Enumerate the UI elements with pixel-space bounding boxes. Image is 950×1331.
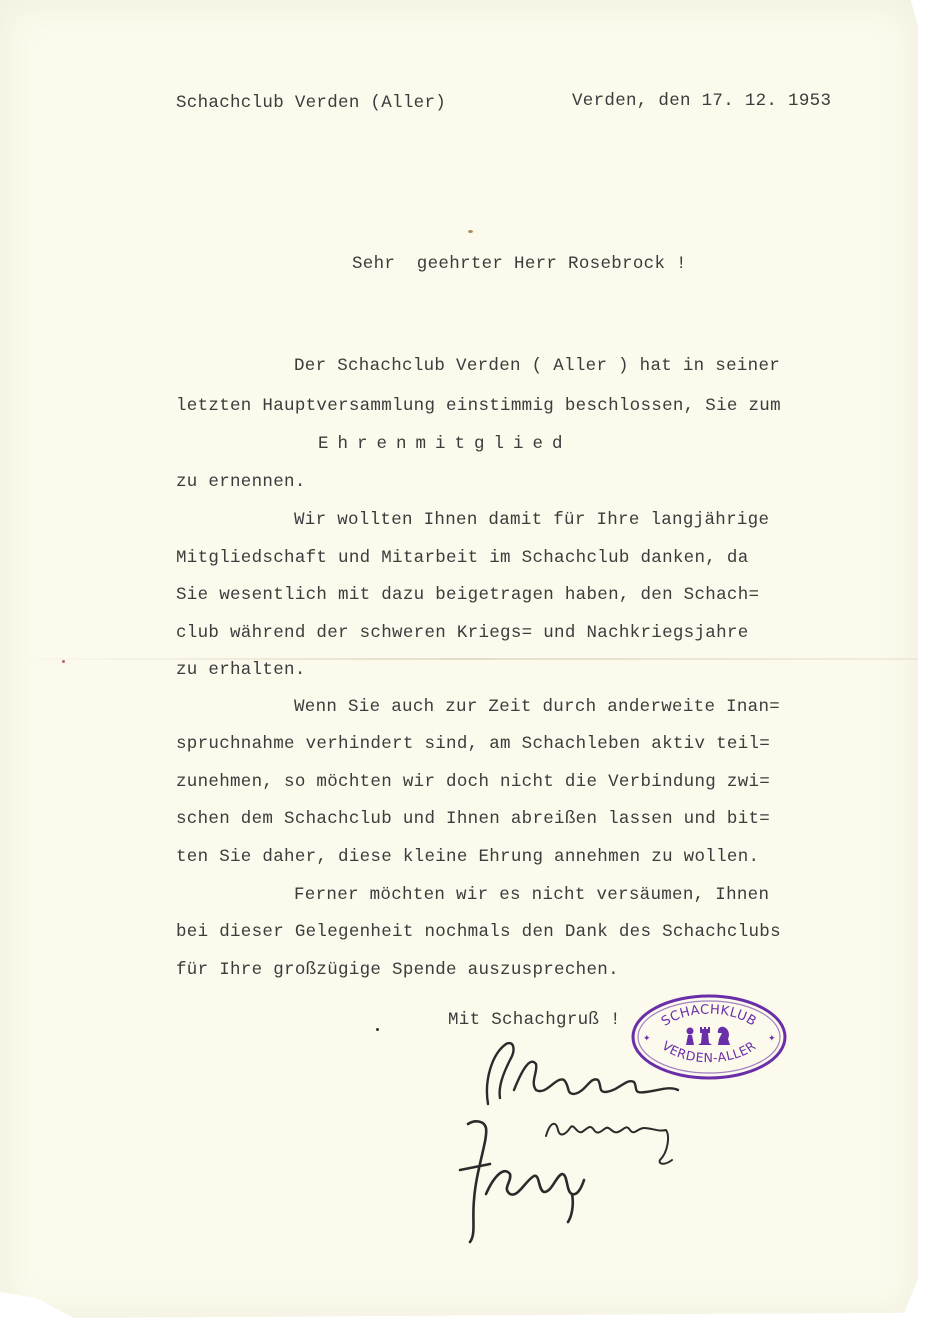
body-line: zu ernennen. (176, 472, 306, 492)
svg-text:✦: ✦ (643, 1034, 651, 1044)
sender-line: Schachclub Verden (Aller) (176, 93, 447, 113)
body-line: für Ihre großzügige Spende auszusprechen. (176, 960, 619, 980)
body-line: Der Schachclub Verden ( Aller ) hat in seiner (294, 356, 781, 376)
body-line: letzten Hauptversammlung einstimmig beschlossen, Sie zum (176, 396, 781, 416)
body-line: ten Sie daher, diese kleine Ehrung annehmen zu wollen. (176, 847, 760, 867)
body-line: Wir wollten Ihnen damit für Ihre langjährige (294, 510, 770, 530)
paper-fold (0, 658, 918, 660)
closing-greeting: Mit Schachgruß ! (448, 1010, 621, 1030)
signature-1 (470, 1020, 690, 1110)
stamp-top-text: SCHACHKLUB (658, 1002, 759, 1030)
body-line: bei dieser Gelegenheit nochmals den Dank des Schachclubs (176, 922, 781, 942)
signature-3 (440, 1110, 590, 1250)
stamp-bottom-text: VERDEN-ALLER (659, 1037, 759, 1066)
body-line: Mitgliedschaft und Mitarbeit im Schachclub danken, da (176, 548, 749, 568)
body-line: zunehmen, so möchten wir doch nicht die Verbindung zwi= (176, 772, 771, 792)
place-date: Verden, den 17. 12. 1953 (572, 91, 832, 111)
salutation: Sehr geehrter Herr Rosebrock ! (352, 254, 687, 274)
body-line: Ferner möchten wir es nicht versäumen, Ihnen (294, 885, 770, 905)
paper-speck (376, 1028, 379, 1031)
svg-text:✦: ✦ (768, 1034, 776, 1044)
body-line: spruchnahme verhindert sind, am Schachleben aktiv teil= (176, 734, 771, 754)
body-line: club während der schweren Kriegs= und Nachkriegsjahre (176, 623, 749, 643)
body-line: Sie wesentlich mit dazu beigetragen haben, den Schach= (176, 585, 760, 605)
paper-speck (468, 230, 473, 233)
paper-speck (62, 660, 65, 663)
body-line: schen dem Schachclub und Ihnen abreißen lassen und bit= (176, 809, 771, 829)
honorary-member-title: Ehrenmitglied (318, 434, 572, 454)
chess-pieces-icon (686, 1027, 730, 1045)
body-line: Wenn Sie auch zur Zeit durch anderweite Inan= (294, 697, 781, 717)
body-line: zu erhalten. (176, 660, 306, 680)
